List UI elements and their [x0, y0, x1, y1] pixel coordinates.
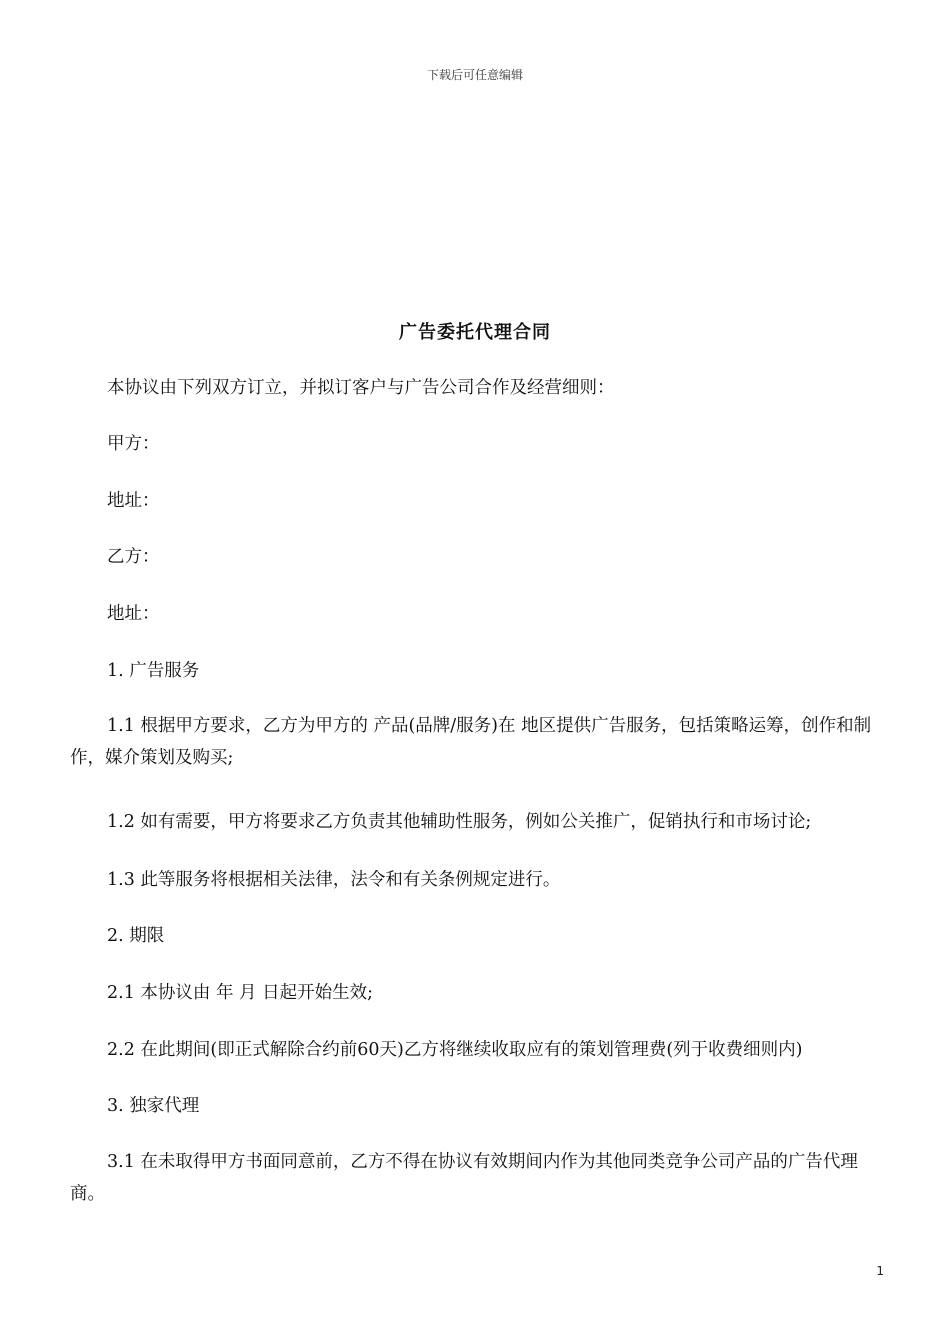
document-title: 广告委托代理合同 [399, 322, 551, 343]
section-heading-2: 2. 期限 [107, 926, 165, 946]
section-heading-3: 3. 独家代理 [107, 1096, 200, 1116]
clause-1-1: 1.1 根据甲方要求，乙方为甲方的 产品(品牌/服务)在 地区提供广告服务，包括策略运筹，创作和制作，媒介策划及购买; [70, 716, 872, 768]
party-a-address-line: 地址： [107, 491, 160, 511]
party-a-line: 甲方： [107, 434, 160, 454]
clause-1-3: 1.3 此等服务将根据相关法律，法令和有关条例规定进行。 [107, 870, 561, 890]
page-number: 1 [876, 1264, 884, 1278]
section-heading-1: 1. 广告服务 [107, 661, 200, 681]
party-b-address-line: 地址： [107, 604, 160, 624]
clause-3-1: 3.1 在未取得甲方书面同意前，乙方不得在协议有效期间内作为其他同类竞争公司产品的广告代理商。 [70, 1152, 858, 1204]
clause-2-2: 2.2 在此期间(即正式解除合约前60天)乙方将继续收取应有的策划管理费(列于收费细则内) [107, 1040, 803, 1060]
party-b-line: 乙方： [107, 547, 160, 567]
header-note: 下载后可任意编辑 [426, 68, 523, 82]
clause-1-2: 1.2 如有需要，甲方将要求乙方负责其他辅助性服务，例如公关推广，促销执行和市场讨论; [107, 812, 812, 832]
intro-paragraph: 本协议由下列双方订立，并拟订客户与广告公司合作及经营细则： [107, 378, 615, 398]
clause-2-1: 2.1 本协议由 年 月 日起开始生效; [107, 983, 373, 1003]
